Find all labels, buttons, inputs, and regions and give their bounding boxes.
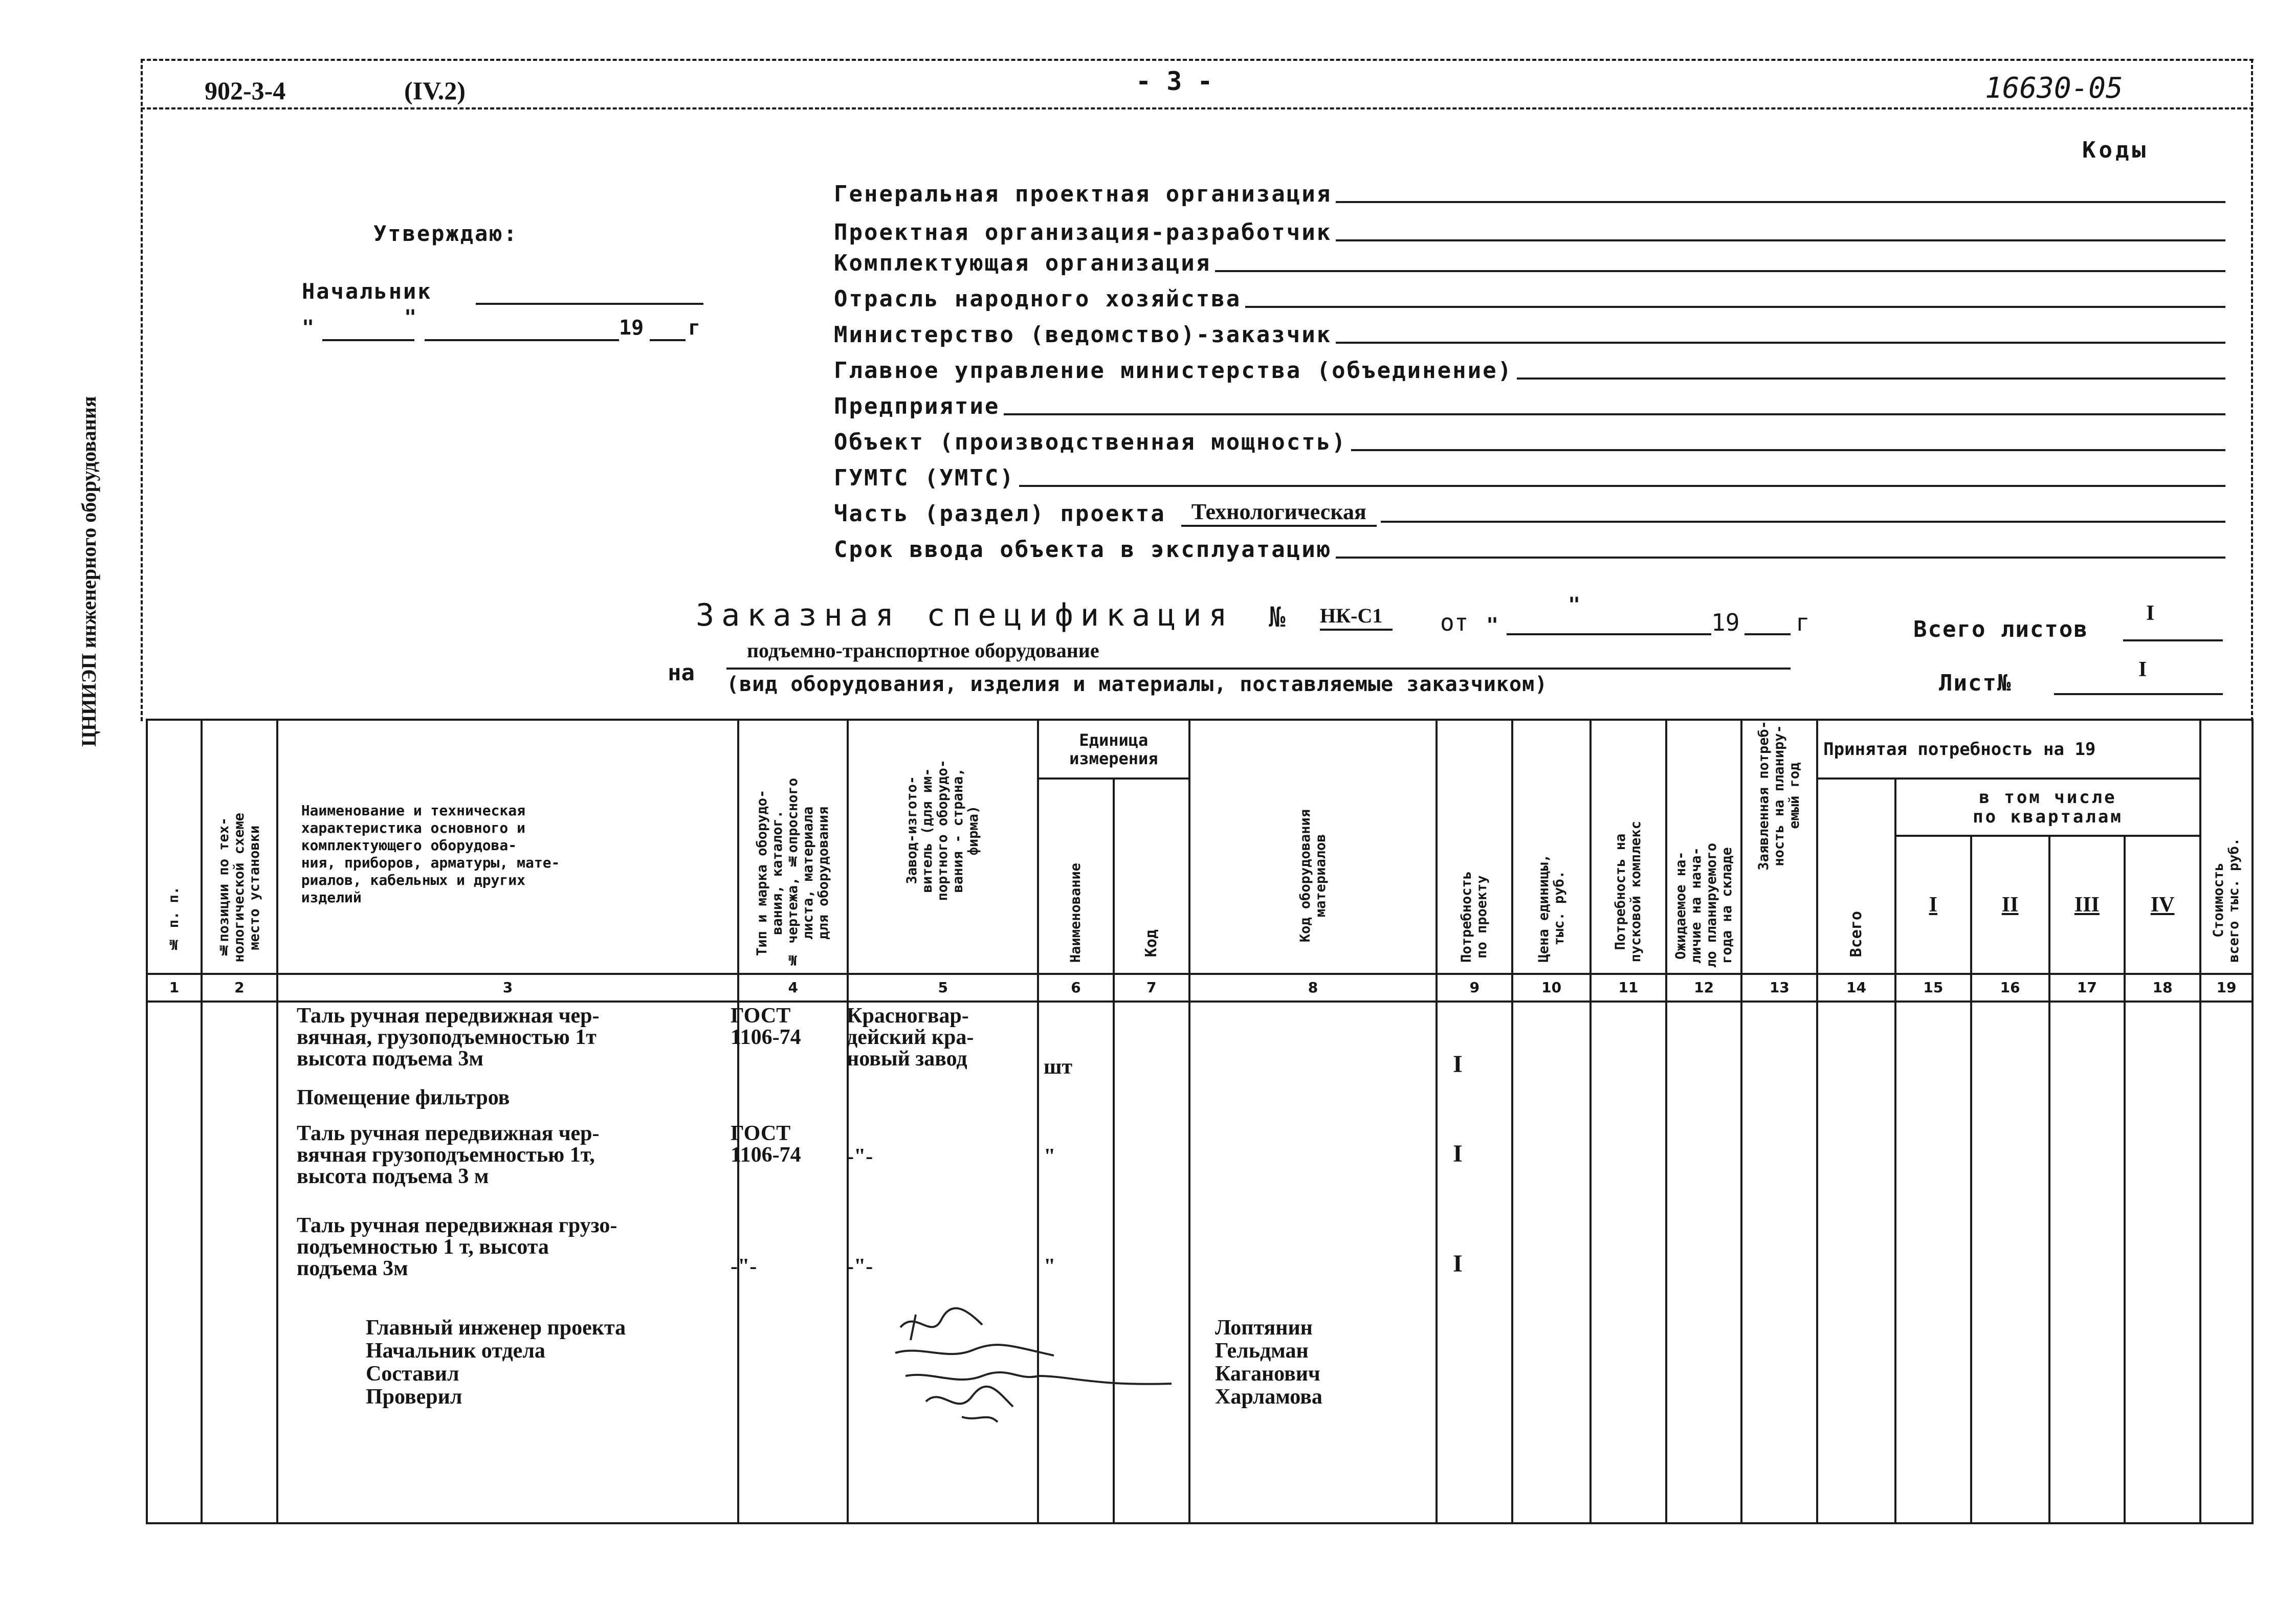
header-col-1: № п. п. — [147, 720, 202, 974]
field-label: Комплектующая организация — [834, 250, 1211, 276]
body-cell — [147, 1002, 202, 1523]
frame-header-divider — [141, 107, 2254, 109]
total-sheets-value: I — [2146, 602, 2155, 625]
date-month-line — [425, 339, 619, 341]
column-number: 11 — [1591, 974, 1666, 1002]
field-commissioning — [834, 527, 2225, 563]
header-col-5: Завод-изгото- витель (для им- портного оборудо- вания - страна, фирма) — [848, 720, 1038, 974]
column-number: 6 — [1038, 974, 1114, 1002]
field-object — [834, 419, 2225, 455]
sheet-value: I — [2138, 658, 2147, 681]
field-value: Технологическая — [1181, 499, 1377, 527]
spec-quote-open: " — [1486, 614, 1499, 637]
field-label: Объект (производственная мощность) — [834, 429, 1347, 455]
field-label: Генеральная проектная организация — [834, 181, 1332, 207]
body-cell — [2049, 1002, 2125, 1523]
column-number: 8 — [1189, 974, 1437, 1002]
row-4-type: -"- — [731, 1255, 757, 1278]
header-col-15: I — [1895, 836, 1971, 974]
sheet-label: Лист№ — [1939, 670, 2012, 696]
sign-name-2: Гельдман — [1215, 1339, 1309, 1363]
body-cell — [1189, 1002, 1437, 1523]
column-number: 1 — [147, 974, 202, 1002]
row-1-qty: I — [1453, 1051, 1463, 1078]
row-4-name: Таль ручная передвижная грузо- подъемностью 1 т, высота подъема 3м — [297, 1214, 617, 1280]
header-col-17: III — [2049, 836, 2125, 974]
codes-label: Коды — [2082, 137, 2149, 163]
header-col-11: Потребность на пусковой комплекс — [1591, 720, 1666, 974]
header-col-8: Код оборудования материалов — [1189, 720, 1437, 974]
body-cell — [2125, 1002, 2200, 1523]
body-cell — [1437, 1002, 1512, 1523]
sign-role-chief-engineer: Главный инженер проекта — [366, 1316, 626, 1340]
body-cell — [2200, 1002, 2253, 1523]
archive-number: 16630-05 — [1985, 72, 2123, 105]
spec-number-prefix: № — [1269, 601, 1286, 633]
row-3-qty: I — [1453, 1140, 1463, 1167]
field-gumts — [834, 455, 2225, 491]
sign-name-1: Лоптянин — [1215, 1316, 1313, 1340]
field-main-department — [834, 348, 2225, 384]
sign-name-4: Харламова — [1215, 1385, 1322, 1409]
row-1-type: ГОСТ 1106-74 — [731, 1004, 801, 1049]
sign-role-composer: Составил — [366, 1362, 459, 1386]
header-col-14: Всего — [1817, 779, 1895, 974]
field-label: Предприятие — [834, 393, 1000, 419]
total-sheets-line — [2123, 639, 2223, 641]
body-cell — [1817, 1002, 1895, 1523]
row-1-maker: Красногвар- дейский кра- новый завод — [847, 1004, 974, 1071]
row-4-qty: I — [1453, 1250, 1463, 1277]
row-4-maker: -"- — [847, 1255, 873, 1278]
row-4-unit: " — [1044, 1255, 1056, 1278]
header-col-10: Цена единицы, тыс. руб. — [1512, 720, 1591, 974]
header-col-16: II — [1971, 836, 2049, 974]
field-supply-org — [834, 240, 2225, 276]
header-col-19: Стоимость всего тыс. руб. — [2200, 720, 2253, 974]
header-col-2: №позиции по тех- нологической схеме место установки — [202, 720, 277, 974]
field-label: Министерство (ведомство)-заказчик — [834, 322, 1332, 348]
column-number: 19 — [2200, 974, 2253, 1002]
column-number: 14 — [1817, 974, 1895, 1002]
na-label: на — [668, 660, 695, 686]
date-close-quote: " — [404, 306, 417, 329]
header-col-13: Заявленная потреб- ность на планиру- емый год — [1741, 720, 1817, 974]
header-quarter-group: в том числе по кварталам — [1895, 779, 2200, 836]
frame-top — [141, 59, 2254, 61]
field-general-org — [834, 171, 2225, 207]
column-number: 2 — [202, 974, 277, 1002]
spec-from-label: от — [1440, 609, 1469, 636]
field-label: Срок ввода объекта в эксплуатацию — [834, 537, 1332, 563]
column-number: 7 — [1114, 974, 1189, 1002]
header-col-6: Наименование — [1038, 779, 1114, 974]
sheet-line — [2054, 693, 2223, 695]
spec-year-suffix: г — [1796, 609, 1810, 636]
field-industry — [834, 276, 2225, 312]
side-stamp: ЦНИИЭП инженерного оборудования — [77, 396, 100, 747]
spec-quote-close: " — [1568, 593, 1581, 617]
column-number: 13 — [1741, 974, 1817, 1002]
row-1-name: Таль ручная передвижная чер- вячная, грузоподъемностью 1т высота подъема 3м — [297, 1004, 600, 1071]
field-label: Проектная организация-разработчик — [834, 219, 1332, 246]
approve-label: Утверждаю: — [373, 221, 518, 246]
body-cell — [1591, 1002, 1666, 1523]
header-col-9: Потребность по проекту — [1437, 720, 1512, 974]
field-label: ГУМТС (УМТС) — [834, 465, 1015, 491]
body-cell — [1895, 1002, 1971, 1523]
row-3-type: ГОСТ 1106-74 — [731, 1122, 801, 1167]
row-3-unit: " — [1044, 1145, 1056, 1168]
column-number: 16 — [1971, 974, 2049, 1002]
spec-number: НК-С1 — [1320, 604, 1393, 631]
page-number: - 3 - — [1136, 66, 1213, 96]
header-col-18: IV — [2125, 836, 2200, 974]
body-cell — [202, 1002, 277, 1523]
column-number: 18 — [2125, 974, 2200, 1002]
column-number: 3 — [277, 974, 739, 1002]
doc-code: 902-3-4 — [205, 76, 286, 105]
column-number: 17 — [2049, 974, 2125, 1002]
row-3-maker: -"- — [847, 1145, 873, 1168]
chief-label: Начальник — [302, 279, 432, 304]
total-sheets-label: Всего листов — [1913, 616, 2088, 642]
spec-subject: подъемно-транспортное оборудование — [747, 639, 1099, 662]
spec-title: Заказная спецификация — [696, 597, 1234, 633]
field-label: Главное управление министерства (объединение) — [834, 358, 1513, 384]
sign-name-3: Каганович — [1215, 1362, 1320, 1386]
column-number: 5 — [848, 974, 1038, 1002]
header-unit-group: Единица измерения — [1038, 720, 1189, 779]
column-number-row — [147, 974, 2253, 1002]
doc-part: (IV.2) — [404, 76, 466, 105]
spec-subject-line — [726, 668, 1791, 670]
body-cell — [1971, 1002, 2049, 1523]
approval-date-row — [302, 306, 711, 342]
chief-signature-line — [476, 303, 703, 305]
body-cell — [1512, 1002, 1591, 1523]
handwritten-signatures — [885, 1299, 1212, 1448]
column-number: 15 — [1895, 974, 1971, 1002]
header-col-7: Код — [1114, 779, 1189, 974]
column-number: 9 — [1437, 974, 1512, 1002]
spec-year-line — [1745, 633, 1791, 635]
row-2-section: Помещение фильтров — [297, 1086, 510, 1109]
header-col-3: Наименование и техническая характеристика основного и комплектующего оборудова- ния, приборов, арматуры, мате- риалов, кабельных и других изделий — [277, 720, 739, 974]
header-col-4: Тип и марка оборудо- вания, каталог. № чертежа, №опросного листа, материала для оборудования — [738, 720, 848, 974]
sign-role-dept-head: Начальник отдела — [366, 1339, 545, 1363]
frame-right — [2251, 59, 2253, 721]
body-cell — [1741, 1002, 1817, 1523]
date-open-quote: " — [302, 316, 315, 340]
field-label: Отрасль народного хозяйства — [834, 286, 1242, 312]
column-number: 10 — [1512, 974, 1591, 1002]
date-year-prefix: 19 — [619, 316, 644, 340]
frame-left — [141, 59, 143, 721]
row-1-unit: шт — [1044, 1055, 1073, 1079]
spec-day-line — [1507, 633, 1711, 635]
column-number: 12 — [1666, 974, 1742, 1002]
field-label: Часть (раздел) проекта — [834, 501, 1166, 527]
column-number: 4 — [738, 974, 848, 1002]
spec-year: 19 — [1711, 609, 1740, 636]
date-day-line — [322, 339, 414, 341]
field-project-part — [834, 491, 2225, 527]
date-year-suffix: г — [688, 316, 701, 340]
field-ministry — [834, 312, 2225, 348]
date-year-line — [650, 339, 686, 341]
spec-subject-hint: (вид оборудования, изделия и материалы, поставляемые заказчиком) — [726, 673, 1548, 696]
field-enterprise — [834, 384, 2225, 419]
body-cell — [1666, 1002, 1742, 1523]
header-accepted-group: Принятая потребность на 19 — [1817, 720, 2200, 779]
sign-role-checker: Проверил — [366, 1385, 462, 1409]
row-3-name: Таль ручная передвижная чер- вячная грузоподъемностью 1т, высота подъема 3 м — [297, 1122, 600, 1188]
header-col-12: Ожидаемое на- личие на нача- ло планируемого года на складе — [1666, 720, 1742, 974]
